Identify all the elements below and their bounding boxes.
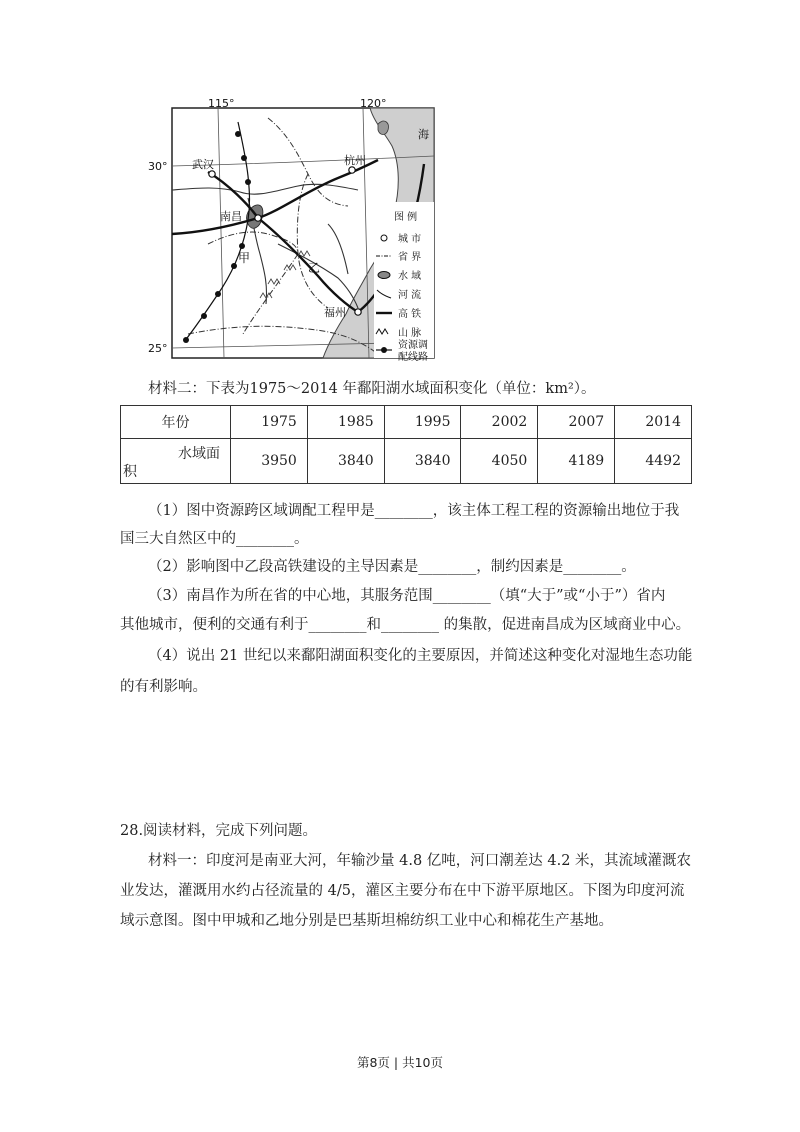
question-1-line-2: 国三大自然区中的________。 (120, 531, 309, 547)
segment-yi-label: 乙 (308, 261, 321, 275)
legend-label-river: 河 流 (398, 290, 422, 301)
legend-label-mountain: 山 脉 (398, 328, 422, 339)
question-28-title: 28.阅读材料，完成下列问题。 (120, 823, 318, 839)
lon-label-120: 120° (360, 97, 387, 110)
table-year-cell: 2014 (615, 406, 692, 439)
table-row-years (121, 406, 692, 439)
legend-title: 图 例 (394, 212, 418, 223)
table-value-cell: 3950 (231, 439, 308, 484)
legend-label-rail: 高 铁 (398, 309, 422, 320)
water-area-icon (378, 272, 390, 279)
table-year-cell: 1985 (307, 406, 384, 439)
sea-label: 海 (418, 128, 429, 141)
project-jia-label: 甲 (238, 251, 251, 265)
question-1-line-1: （1）图中资源跨区域调配工程甲是________，该主体工程工程的资源输出地位于我 (148, 503, 680, 519)
lat-label-25: 25° (148, 342, 168, 355)
table-year-cell: 2007 (538, 406, 615, 439)
question-4-line-2: 的有利影响。 (120, 679, 207, 695)
question-3-line-1: （3）南昌作为所在省的中心地，其服务范围________（填“大于”或“小于”）省内 (148, 588, 666, 604)
legend-label-border: 省 界 (398, 252, 422, 263)
city-circle-icon (381, 235, 387, 241)
table-value-cell: 4492 (615, 439, 692, 484)
lon-label-115: 115° (208, 97, 235, 110)
resource-route-dot-icon (381, 347, 387, 353)
lake-north (378, 121, 388, 134)
material2-caption: 材料二：下表为1975～2014 年鄱阳湖水域面积变化（单位：km²）。 (148, 381, 596, 397)
region-map (148, 94, 448, 362)
question-4-line-1: （4）说出 21 世纪以来鄱阳湖面积变化的主要原因，并简述这种变化对湿地生态功能 (148, 648, 693, 664)
page-footer (0, 1053, 800, 1071)
material1-line-2: 业发达，灌溉用水约占径流量的 4/5，灌区主要分布在中下游平原地区。下图为印度河流 (120, 883, 685, 899)
page-number: 第8页 | 共10页 (356, 1055, 444, 1070)
table-header-label: 年份 (121, 406, 231, 439)
row-label-part1: 水域面 (178, 446, 220, 462)
lake-area-table (120, 405, 692, 484)
city-label-wuhan: 武汉 (192, 158, 214, 171)
city-label-fuzhou: 福州 (324, 306, 346, 319)
table-value-cell: 4050 (461, 439, 538, 484)
legend-label-water: 水 域 (398, 271, 422, 282)
table-value-cell: 3840 (307, 439, 384, 484)
table-year-cell: 1995 (384, 406, 461, 439)
table-value-cell: 4189 (538, 439, 615, 484)
table-row-area (121, 439, 692, 484)
question-2: （2）影响图中乙段高铁建设的主导因素是________，制约因素是________。 (148, 559, 636, 575)
city-label-nanchang: 南昌 (220, 210, 242, 223)
table-value-cell: 3840 (384, 439, 461, 484)
map-svg (148, 94, 448, 362)
table-year-cell: 2002 (461, 406, 538, 439)
legend-label-city: 城 市 (398, 234, 422, 245)
map-legend (374, 202, 434, 362)
table-year-cell: 1975 (231, 406, 308, 439)
lat-label-30: 30° (148, 160, 168, 173)
legend-label-route-1: 资源调 (398, 340, 428, 351)
city-label-hangzhou: 杭州 (344, 154, 366, 167)
question-3-line-2: 其他城市，便利的交通有利于________和________ 的集散，促进南昌成为区域商业中心。 (120, 617, 691, 633)
table-row-label (121, 439, 231, 484)
material1-line-3: 域示意图。图中甲城和乙地分别是巴基斯坦棉纺织工业中心和棉花生产基地。 (120, 913, 613, 929)
row-label-part2: 积 (123, 464, 137, 480)
legend-label-route-2: 配线路 (398, 352, 428, 362)
material1-line-1: 材料一：印度河是南亚大河，年输沙量 4.8 亿吨，河口潮差达 4.2 米，其流域灌溉农 (148, 853, 692, 869)
